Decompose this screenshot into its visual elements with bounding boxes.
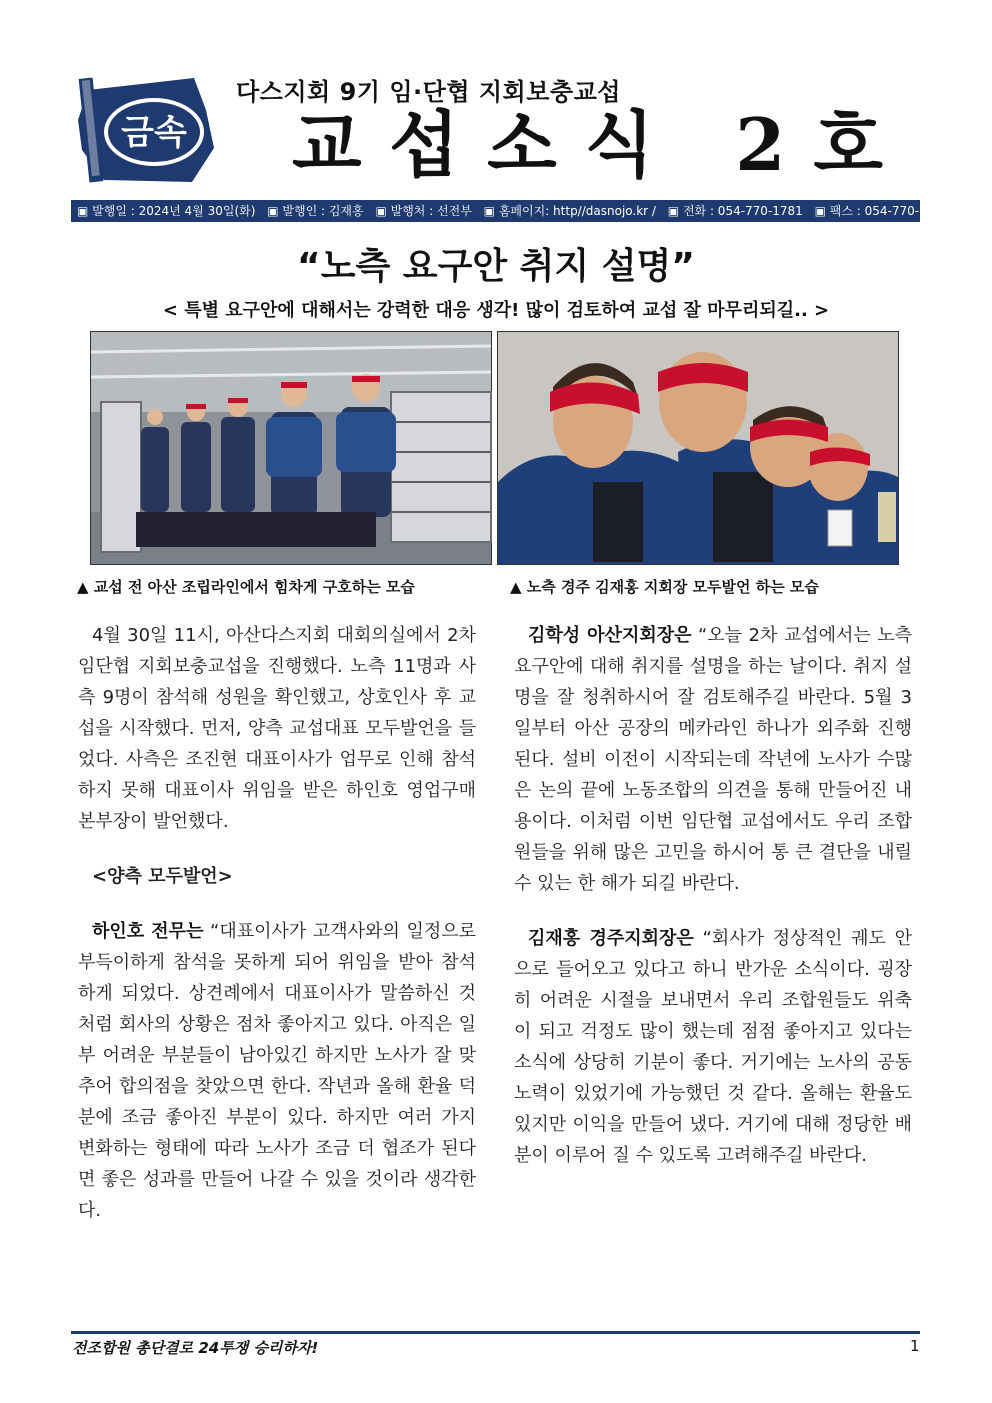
- statement-kim-hakseong-text: “오늘 2차 교섭에서는 노측 요구안에 대해 취지를 설명을 하는 날이다. 취지 설명을 잘 청취하시어 잘 검토해주길 바란다. 5월 3일부터 아산 공장의 메카라인 하나가 외주화 진행된다. 설비 이전이 시작되는데 작년에 노사가 수많은 논의 끝에 노동조합의 의견을 통해 만들어진 내용이다. 이처럼 이번 임단협 교섭에서도 우리 조합원들을 위해 많은 고민을 하시어 통 큰 결단을 내릴 수 있는 한 해가 되길 바란다.: [514, 625, 912, 894]
- newsletter-subtitle: 다스지회 9기 임·단협 지회보충교섭: [236, 78, 621, 106]
- statement-ha-inho: [78, 916, 476, 1226]
- info-phone: ▣ 전화 : 054-770-1781: [667, 204, 803, 218]
- photo-chairman-speech: [497, 331, 899, 565]
- logo-text: 금속: [121, 113, 187, 153]
- info-date: ▣ 발행일 : 2024년 4월 30일(화): [77, 204, 256, 218]
- info-department: ▣ 발행처 : 선전부: [375, 204, 472, 218]
- statement-kim-jaehong: [514, 923, 912, 1171]
- page-number: 1: [910, 1337, 920, 1355]
- article-subheadline: < 특별 요구안에 대해서는 강력한 대응 생각! 많이 검토하여 교섭 잘 마무리되길.. >: [162, 300, 830, 321]
- info-publisher: ▣ 발행인 : 김재홍: [267, 204, 364, 218]
- union-logo: [74, 70, 220, 188]
- speaker-kim-hakseong: 김학성 아산지회장은: [528, 625, 692, 646]
- intro-paragraph: 4월 30일 11시, 아산다스지회 대회의실에서 2차 임단협 지회보충교섭을 진행했다. 노측 11명과 사측 9명이 참석해 성원을 확인했고, 상호인사 후 교섭을 시작했다. 먼저, 양측 교섭대표 모두발언을 들었다. 사측은 조진현 대표이사가 업무로 인해 참석하지 못해 대표이사 위임을 받은 하인호 영업구매본부장이 발언했다.: [78, 625, 476, 832]
- photo-assembly-line-rally: [90, 331, 492, 565]
- left-photo-caption: ▲ 교섭 전 아산 조립라인에서 힘차게 구호하는 모습: [77, 578, 415, 596]
- info-fax: ▣ 팩스 : 054-770-1780: [814, 204, 950, 218]
- right-photo-caption: ▲ 노측 경주 김재홍 지회장 모두발언 하는 모습: [510, 578, 819, 596]
- footer-divider: [71, 1331, 920, 1334]
- publication-info-bar: [71, 200, 950, 222]
- statement-kim-hakseong: [514, 620, 912, 899]
- info-homepage: ▣ 홈페이지: http//dasnojo.kr /: [483, 204, 656, 218]
- article-left-column: [78, 620, 476, 1250]
- article-right-column: [514, 620, 912, 1195]
- section-heading: <양측 모두발언>: [92, 866, 233, 887]
- newsletter-title: 교섭소식 2호: [292, 102, 911, 187]
- speaker-ha-inho: 하인호 전무는: [92, 921, 204, 942]
- speaker-kim-jaehong: 김재홍 경주지회장은: [528, 928, 694, 949]
- footer-slogan: 전조합원 총단결로 24투쟁 승리하자!: [72, 1339, 319, 1357]
- article-headline: “노측 요구안 취지 설명”: [297, 246, 695, 287]
- statement-kim-jaehong-text: “회사가 정상적인 궤도 안으로 들어오고 있다고 하니 반가운 소식이다. 굉장히 어려운 시절을 보내면서 우리 조합원들도 위축이 되고 걱정도 많이 했는데 점점 좋아지고 있다는 소식에 상당히 기분이 좋다. 거기에는 노사의 공동 노력이 있었기에 가능했던 것 같다. 올해는 환율도 있지만 이익을 만들어 냈다. 거기에 대해 정당한 배분이 이루어 질 수 있도록 고려해주길 바란다.: [514, 928, 913, 1166]
- statement-ha-inho-text: “대표이사가 고객사와의 일정으로 부득이하게 참석을 못하게 되어 위임을 받아 참석하게 되었다. 상견례에서 대표이사가 말씀하신 것처럼 회사의 상황은 점차 좋아지고 있다. 아직은 일부 어려운 부분들이 남아있긴 하지만 노사가 잘 맞추어 합의점을 찾았으면 한다. 작년과 올해 환율 덕분에 조금 좋아진 부분이 있다. 하지만 여러 가지 변화하는 형태에 따라 노사가 조금 더 협조가 된다면 좋은 성과를 만들어 나갈 수 있을 것이라 생각한다.: [78, 921, 476, 1221]
